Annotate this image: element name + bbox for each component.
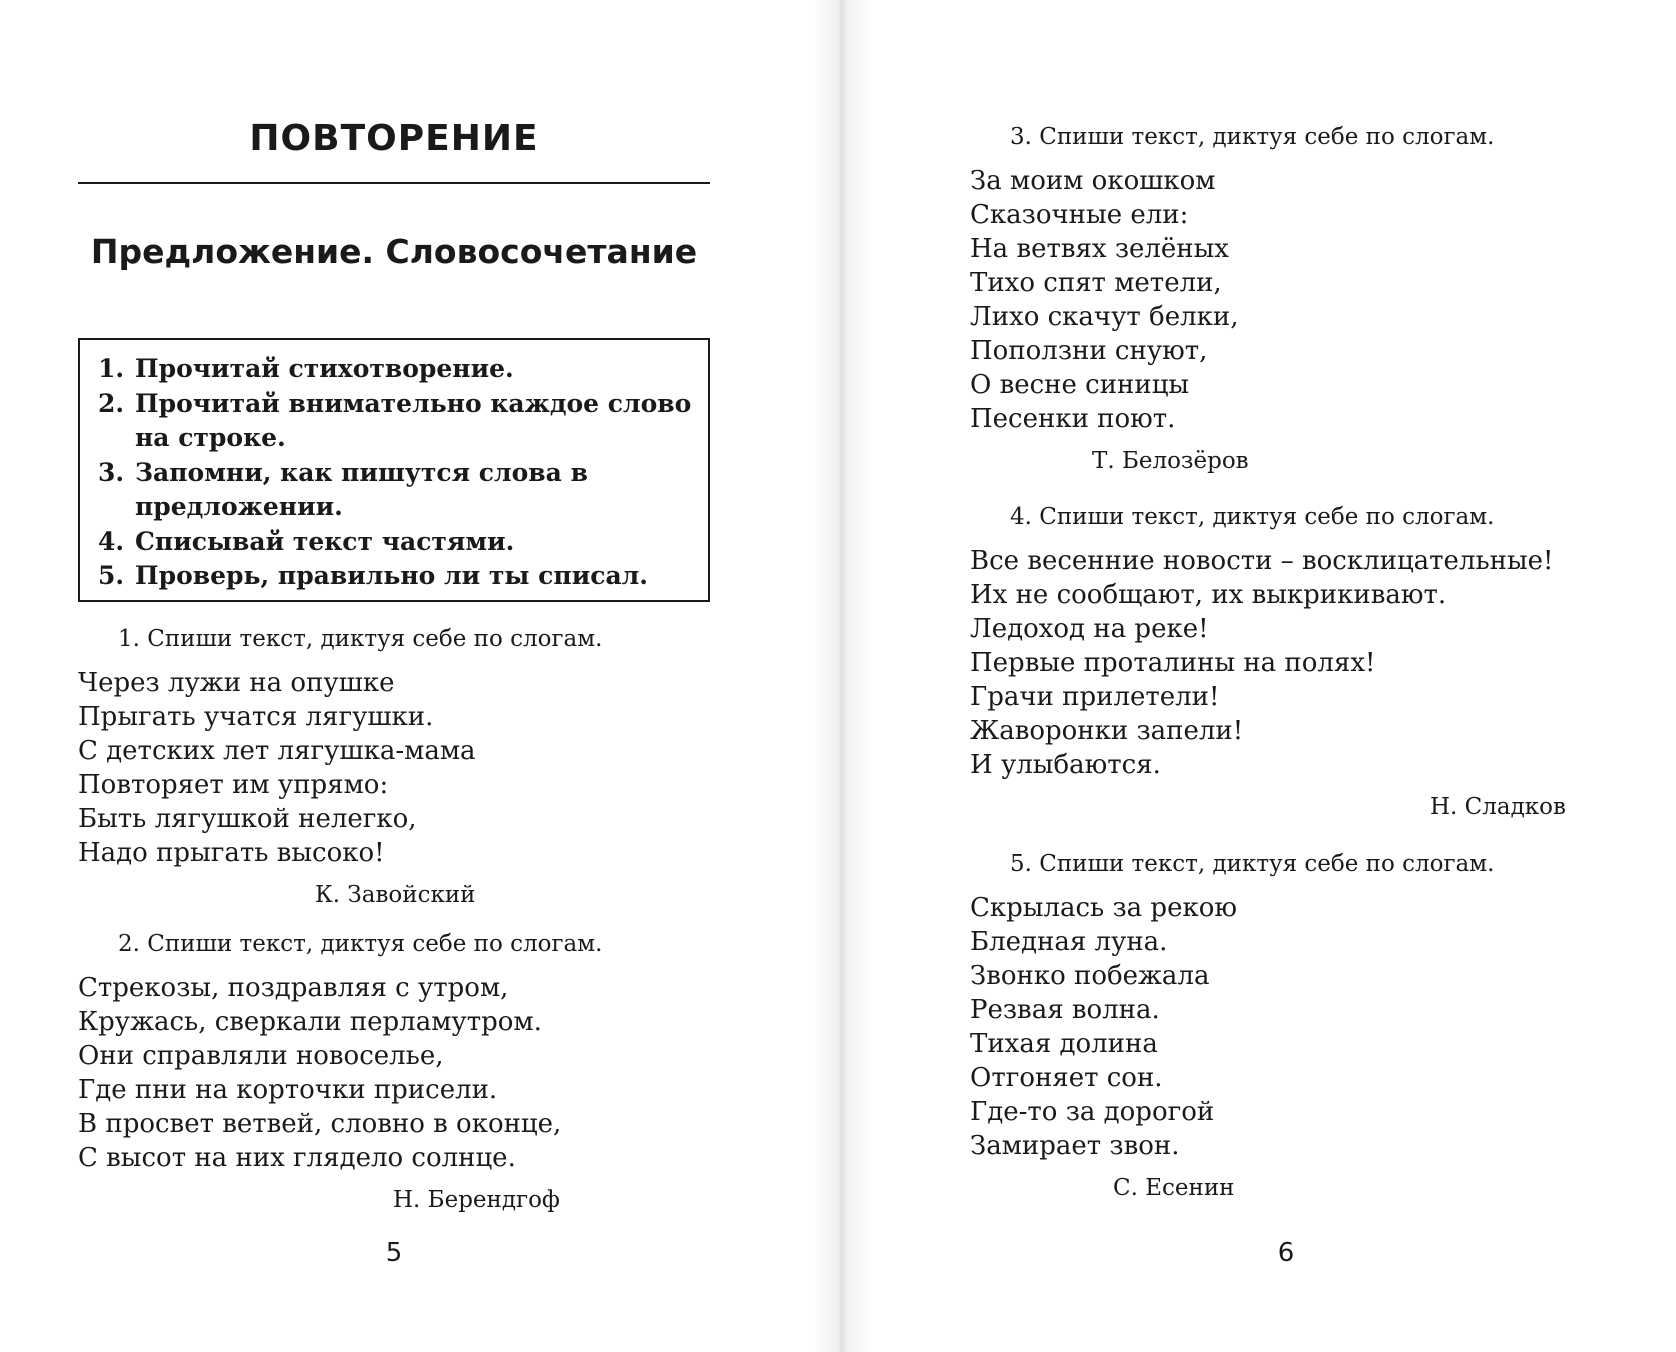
poem-line: Они справляли новоселье,: [78, 1041, 444, 1071]
instruction-number: 4.: [98, 526, 125, 556]
poem-line: Скрылась за рекою: [970, 893, 1237, 923]
task-heading: 1. Спиши текст, диктуя себе по слогам.: [118, 626, 603, 652]
poem-line: Через лужи на опушке: [78, 668, 395, 698]
poem-line: Где-то за дорогой: [970, 1097, 1215, 1127]
instruction-text: Проверь, правильно ли ты списал.: [135, 561, 649, 590]
poem-line: Отгоняет сон.: [970, 1063, 1163, 1093]
section-title: ПОВТОРЕНИЕ: [249, 118, 539, 159]
task-4: [970, 502, 1650, 822]
topic-title: Предложение. Словосочетание: [90, 232, 698, 271]
poem-line: За моим окошком: [970, 166, 1216, 196]
poem-line: На ветвях зелёных: [970, 234, 1229, 264]
instructions-box: [78, 338, 710, 602]
instruction-item: [98, 525, 694, 560]
instruction-item: [98, 387, 694, 456]
poem-line: С высот на них глядело солнце.: [78, 1143, 516, 1173]
author: К. Завойский: [315, 882, 476, 908]
author: Н. Сладков: [1430, 794, 1566, 820]
poem-line: Резвая волна.: [970, 995, 1160, 1025]
instruction-text: Прочитай внимательно каждое слово на строке.: [135, 388, 692, 452]
task-1: [78, 624, 718, 910]
instruction-item: [98, 456, 694, 525]
task-heading: 3. Спиши текст, диктуя себе по слогам.: [1010, 124, 1495, 150]
author: Т. Белозёров: [1092, 448, 1249, 474]
poem-line: Ледоход на реке!: [970, 614, 1209, 644]
task-5: [970, 849, 1650, 1203]
page-number: 5: [385, 1238, 403, 1268]
title-divider: [78, 182, 710, 184]
instruction-item: [98, 559, 694, 594]
book-gutter-shadow: [812, 0, 872, 1352]
page-number: 6: [1277, 1238, 1295, 1268]
task-heading: 2. Спиши текст, диктуя себе по слогам.: [118, 931, 603, 957]
poem-line: Быть лягушкой нелегко,: [78, 804, 417, 834]
author: С. Есенин: [1113, 1175, 1235, 1201]
poem-line: Песенки поют.: [970, 404, 1176, 434]
author: Н. Берендгоф: [393, 1187, 560, 1213]
right-page: [838, 0, 1676, 1352]
poem-line: Тихо спят метели,: [970, 268, 1222, 298]
poem-line: Их не сообщают, их выкрикивают.: [970, 580, 1447, 610]
poem-line: Где пни на корточки присели.: [78, 1075, 498, 1105]
poem-line: Поползни снуют,: [970, 336, 1208, 366]
poem-line: Замирает звон.: [970, 1131, 1180, 1161]
instruction-number: 1.: [98, 354, 125, 383]
instruction-text: Запомни, как пишутся слова в предложении.: [135, 457, 588, 521]
poem-line: Лихо скачут белки,: [970, 302, 1239, 332]
instruction-number: 5.: [98, 561, 125, 590]
poem-line: Грачи прилетели!: [970, 682, 1220, 712]
poem-line: Кружась, сверкали перламутром.: [78, 1007, 542, 1037]
poem-line: О весне синицы: [970, 370, 1190, 400]
poem-line: И улыбаются.: [970, 750, 1161, 780]
task-heading: 4. Спиши текст, диктуя себе по слогам.: [1010, 504, 1495, 530]
task-heading: 5. Спиши текст, диктуя себе по слогам.: [1010, 851, 1495, 877]
instruction-text: Прочитай стихотворение.: [135, 354, 514, 383]
poem-line: Сказочные ели:: [970, 200, 1189, 230]
poem-line: Тихая долина: [970, 1029, 1158, 1059]
task-2: [78, 929, 718, 1215]
task-3: [970, 122, 1650, 476]
poem-line: Первые проталины на полях!: [970, 648, 1376, 678]
poem-line: Повторяет им упрямо:: [78, 770, 389, 800]
poem-line: Бледная луна.: [970, 927, 1168, 957]
poem-line: Звонко побежала: [970, 961, 1210, 991]
instruction-text: Списывай текст частями.: [135, 526, 515, 556]
instruction-number: 3.: [98, 457, 125, 487]
instruction-item: [98, 352, 694, 387]
poem-line: Стрекозы, поздравляя с утром,: [78, 973, 509, 1003]
instruction-number: 2.: [98, 388, 125, 418]
poem-line: В просвет ветвей, словно в оконце,: [78, 1109, 562, 1139]
poem-line: Прыгать учатся лягушки.: [78, 702, 434, 732]
poem-line: Все весенние новости – восклицательные!: [970, 546, 1554, 576]
poem-line: С детских лет лягушка-мама: [78, 736, 476, 766]
poem-line: Надо прыгать высоко!: [78, 838, 385, 868]
poem-line: Жаворонки запели!: [970, 716, 1244, 746]
